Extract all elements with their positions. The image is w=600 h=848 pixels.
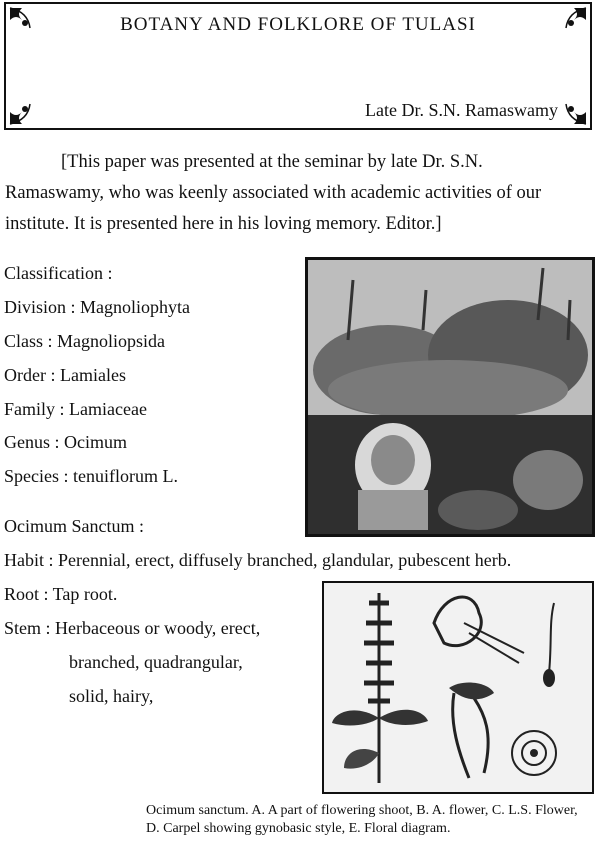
order-line: Order : Lamiales — [4, 365, 126, 385]
tulasi-plant-photo — [305, 257, 595, 537]
genus-line: Genus : Ocimum — [4, 432, 127, 452]
class-line: Class : Magnoliopsida — [4, 331, 165, 351]
species-line: Species : tenuiflorum L. — [4, 466, 178, 486]
stem-line: Stem : Herbaceous or woody, erect, — [4, 618, 261, 638]
habit-line: Habit : Perennial, erect, diffusely branched, glandular, pubescent herb. — [4, 550, 512, 570]
intro-paragraph: [This paper was presented at the seminar by late Dr. S.N. Ramaswamy, who was keenly associated with academic activities of our institute. It is presented here in his loving memory. Editor.] — [5, 152, 542, 234]
division-line: Division : Magnoliophyta — [4, 297, 190, 317]
corner-ornament-icon — [8, 96, 38, 126]
page-title: BOTANY AND FOLKLORE OF TULASI — [120, 14, 476, 35]
stem-line-continued: solid, hairy, — [69, 686, 154, 706]
author-name: Late Dr. S.N. Ramaswamy — [365, 100, 558, 120]
corner-ornament-icon — [558, 96, 588, 126]
root-line: Root : Tap root. — [4, 584, 118, 604]
botanical-drawing — [322, 581, 594, 794]
species-heading: Ocimum Sanctum : — [4, 516, 144, 536]
stem-line-continued: branched, quadrangular, — [69, 652, 243, 672]
title-box — [4, 2, 592, 130]
figure-caption: Ocimum sanctum. A. A part of flowering shoot, B. A. flower, C. L.S. Flower, D. Carpel showing gynobasic style, E. Floral diagram. — [146, 803, 578, 836]
family-line: Family : Lamiaceae — [4, 399, 147, 419]
classification-heading: Classification : — [4, 263, 113, 283]
